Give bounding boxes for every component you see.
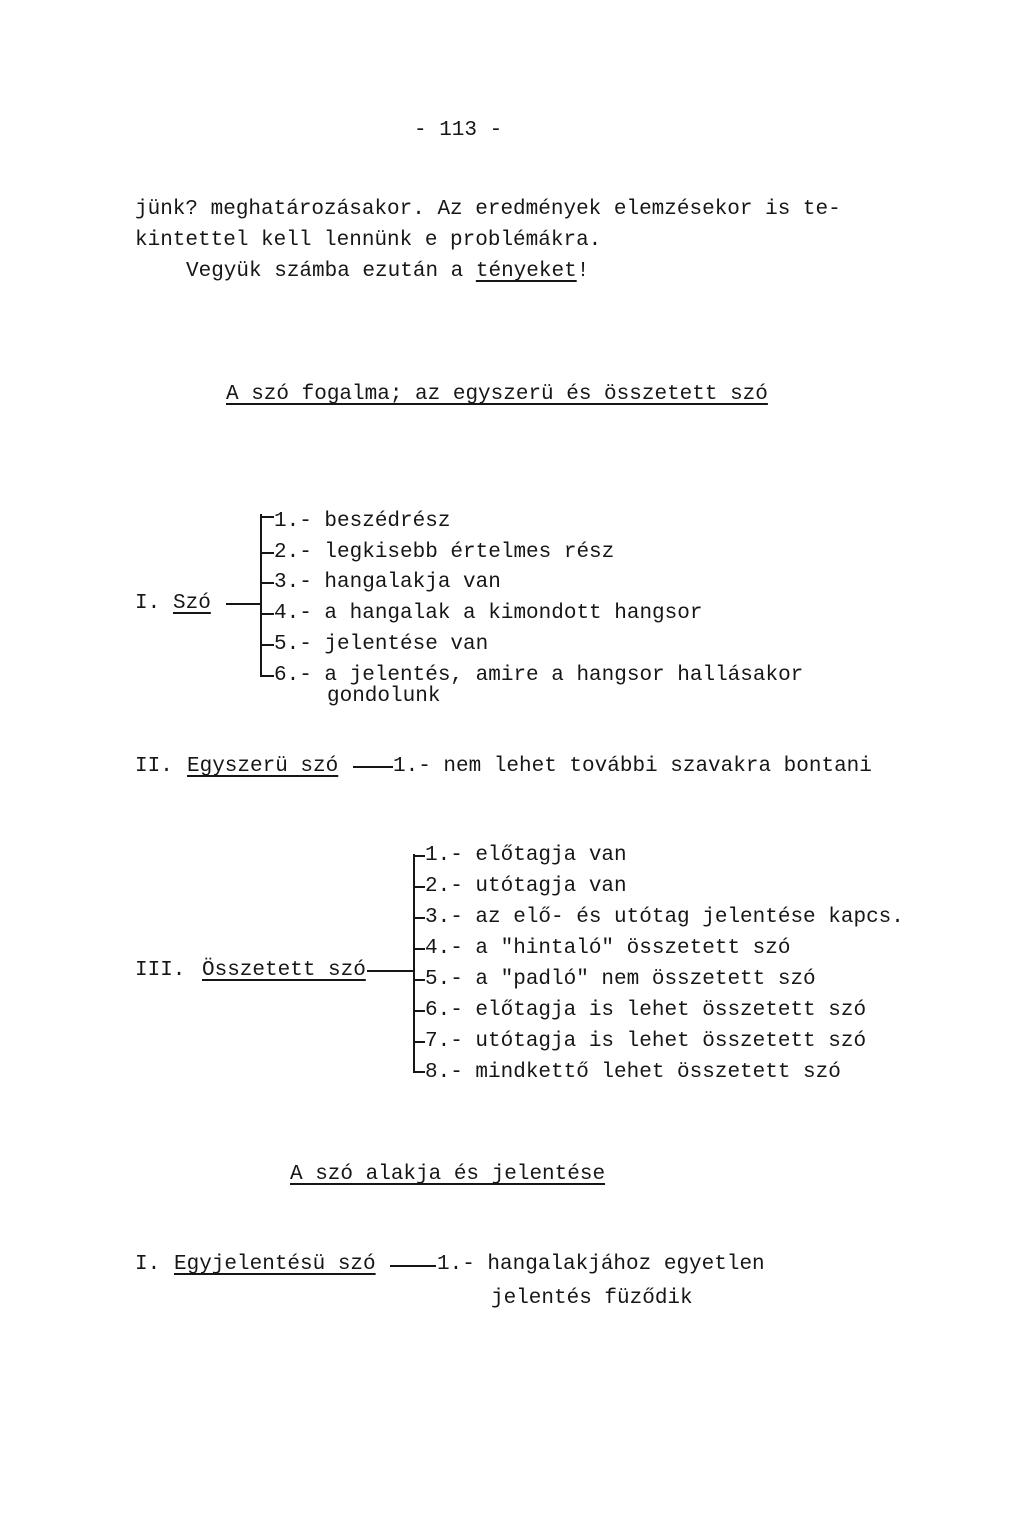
- section1-tick-2: [260, 552, 274, 554]
- heading-word-concept: A szó fogalma; az egyszerü és összetett szó: [226, 383, 768, 406]
- section3-label: III.: [135, 959, 186, 982]
- section1-connector: [226, 603, 262, 605]
- section1-bracket: [260, 514, 262, 677]
- page-number: - 113 -: [414, 119, 503, 142]
- section3-tick-6: [413, 1010, 425, 1012]
- section3-item-5: 5.- a "padló" nem összetett szó: [425, 968, 816, 991]
- section3-item-8: 8.- mindkettő lehet összetett szó: [425, 1061, 841, 1084]
- section2-term: Egyszerü szó: [187, 755, 339, 778]
- section3-item-6: 6.- előtagja is lehet összetett szó: [425, 999, 867, 1022]
- section1-item-6: 6.- a jelentés, amire a hangsor hallásakor: [274, 664, 804, 687]
- section3-tick-2: [413, 886, 425, 888]
- section3-item-7: 7.- utótagja is lehet összetett szó: [425, 1030, 867, 1053]
- section3-item-1: 1.- előtagja van: [425, 844, 627, 867]
- heading-form-meaning: A szó alakja és jelentése: [290, 1163, 606, 1186]
- section1-tick-4: [260, 613, 274, 615]
- intro-line-2: kintettel kell lennünk e problémákra.: [135, 229, 602, 252]
- section4-label: I.: [135, 1253, 161, 1276]
- section3-tick-1: [413, 855, 425, 857]
- section1-tick-5: [260, 644, 274, 646]
- section3-connector: [367, 970, 415, 972]
- intro-line-3-suffix: !: [576, 260, 590, 283]
- section1-tick-3: [260, 582, 274, 584]
- section3-tick-8: [413, 1071, 425, 1073]
- intro-line-3-prefix: Vegyük számba ezután a: [186, 260, 476, 283]
- section4-item-cont: jelentés füződik: [491, 1287, 693, 1310]
- section1-item-5: 5.- jelentése van: [274, 633, 489, 656]
- section3-tick-7: [413, 1041, 425, 1043]
- intro-line-3-underlined: tényeket: [475, 260, 577, 283]
- section3-tick-3: [413, 917, 425, 919]
- section1-item-1: 1.- beszédrész: [274, 510, 451, 533]
- section1-item-2: 2.- legkisebb értelmes rész: [274, 541, 615, 564]
- section1-tick-6: [260, 675, 274, 677]
- section3-tick-5: [413, 979, 425, 981]
- section1-label: I.: [135, 592, 161, 615]
- section3-term: Összetett szó: [202, 959, 366, 982]
- section3-item-4: 4.- a "hintaló" összetett szó: [425, 937, 791, 960]
- section4-connector: [390, 1265, 436, 1267]
- section2-label: II.: [135, 755, 173, 778]
- section3-item-2: 2.- utótagja van: [425, 875, 627, 898]
- section4-item: 1.- hangalakjához egyetlen: [437, 1253, 765, 1276]
- section1-item-6-cont: gondolunk: [327, 685, 441, 708]
- section2-connector: [353, 766, 393, 768]
- section4-term: Egyjelentésü szó: [174, 1253, 376, 1276]
- section2-item: 1.- nem lehet további szavakra bontani: [393, 755, 872, 778]
- intro-line-1: jünk? meghatározásakor. Az eredmények elemzésekor is te-: [135, 198, 841, 221]
- section3-item-3: 3.- az elő- és utótag jelentése kapcs.: [425, 906, 904, 929]
- section1-item-3: 3.- hangalakja van: [274, 571, 501, 594]
- intro-line-3: [186, 261, 589, 282]
- section1-tick-1: [260, 516, 274, 518]
- section1-item-4: 4.- a hangalak a kimondott hangsor: [274, 602, 703, 625]
- section3-tick-4: [413, 948, 425, 950]
- section1-term: Szó: [173, 592, 211, 615]
